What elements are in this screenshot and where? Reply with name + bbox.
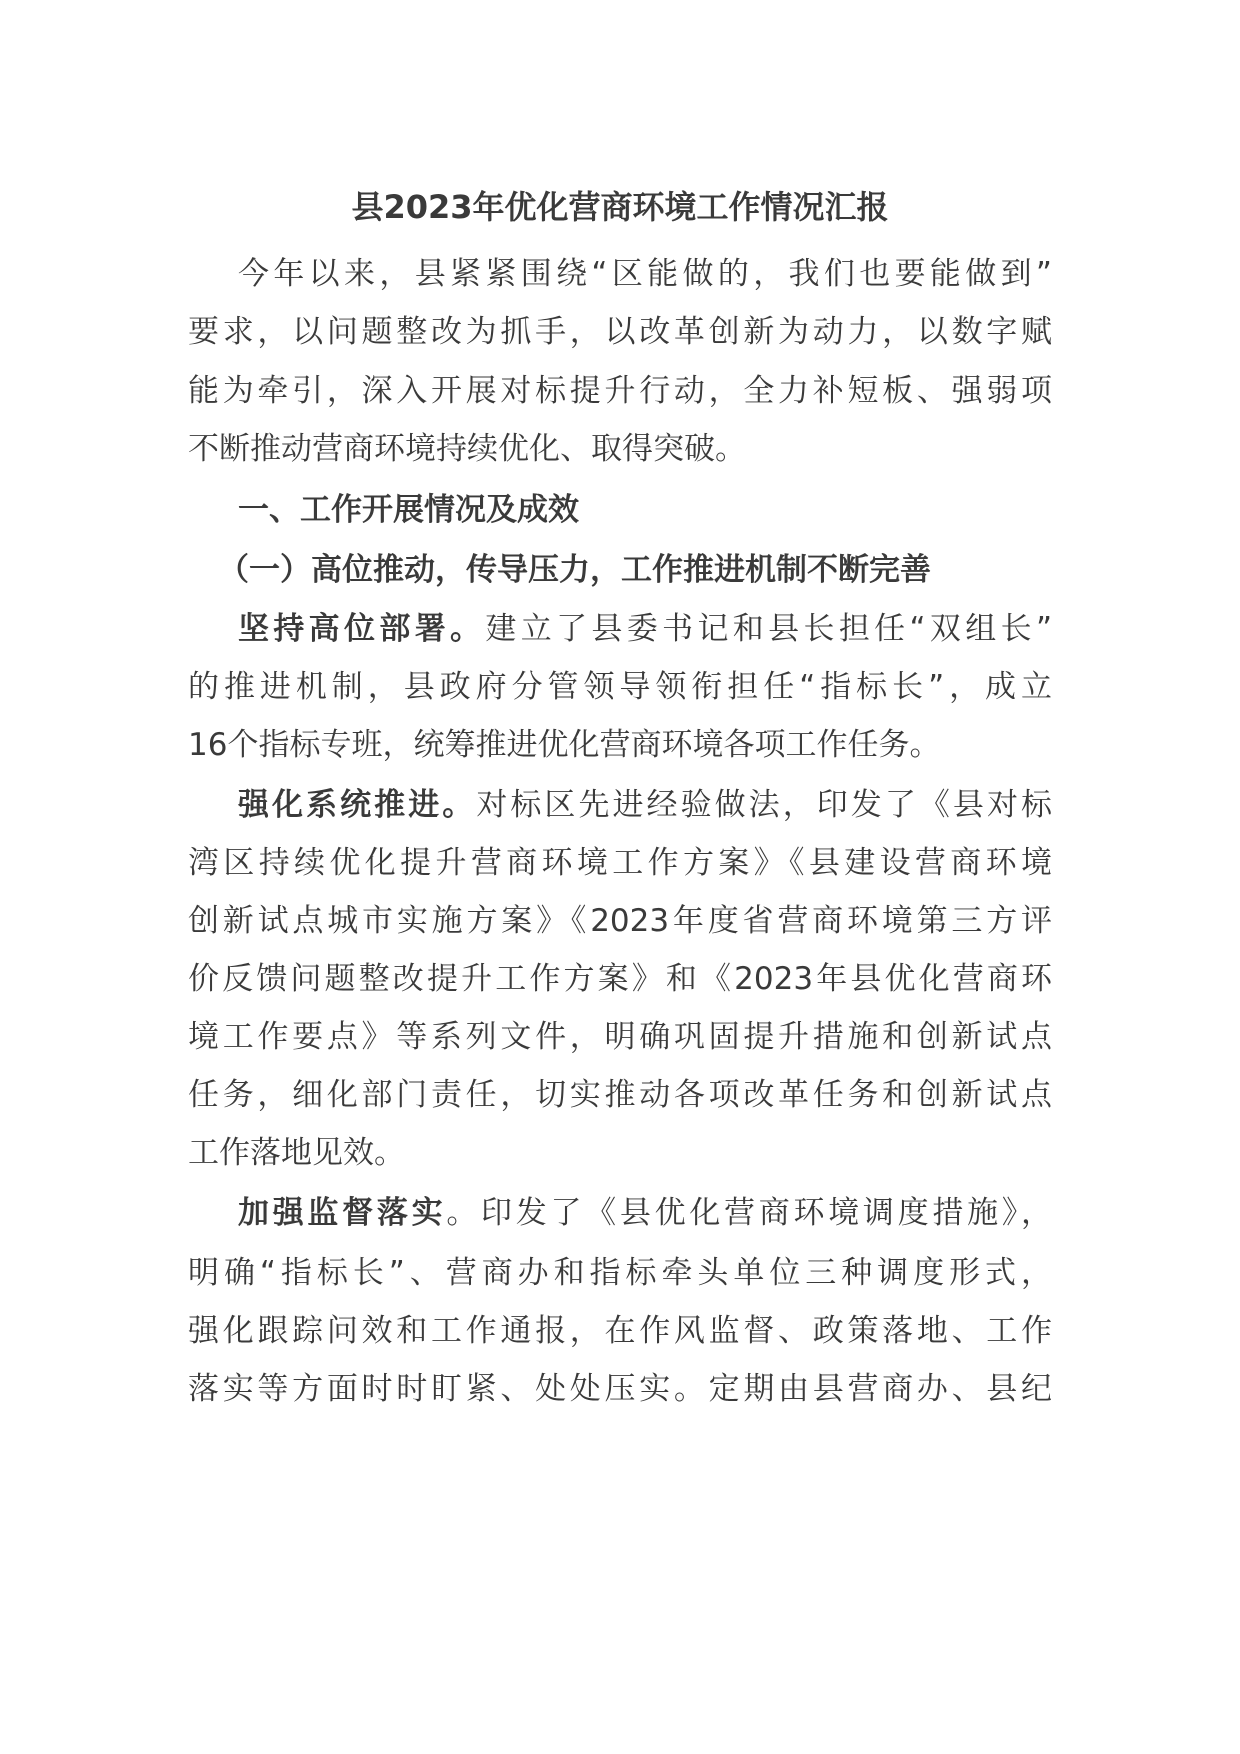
paragraph-line — [238, 607, 1052, 651]
paragraph-line: 任务，细化部门责任，切实推动各项改革任务和创新试点 — [188, 1077, 1052, 1113]
paragraph-line: 价反馈问题整改提升工作方案》和《2023年县优化营商环 — [188, 961, 1052, 997]
paragraph-line — [238, 1191, 1052, 1235]
line-text: 对标区先进经验做法，印发了《县对标 — [476, 787, 1053, 823]
paragraph-line — [238, 783, 1052, 827]
intro-line: 要求，以问题整改为抓手，以改革创新为动力，以数字赋 — [188, 314, 1052, 350]
subsection-heading: （一）高位推动，传导压力，工作推进机制不断完善 — [218, 552, 931, 588]
paragraph-line: 境工作要点》等系列文件，明确巩固提升措施和创新试点 — [188, 1019, 1052, 1055]
lead-phrase: 强化系统推进。 — [238, 787, 477, 823]
paragraph-line: 的推进机制，县政府分管领导领衔担任“指标长”，成立 — [188, 669, 1052, 705]
paragraph-line: 落实等方面时时盯紧、处处压实。定期由县营商办、县纪 — [188, 1371, 1052, 1407]
document-title: 县2023年优化营商环境工作情况汇报 — [351, 188, 889, 226]
line-text: 建立了县委书记和县长担任“双组长” — [485, 611, 1053, 647]
intro-line: 能为牵引，深入开展对标提升行动，全力补短板、强弱项 — [188, 373, 1052, 409]
paragraph-line: 16个指标专班，统筹推进优化营商环境各项工作任务。 — [188, 727, 941, 763]
lead-phrase: 加强监督落实 — [238, 1195, 447, 1231]
section-heading: 一、工作开展情况及成效 — [238, 492, 579, 528]
line-text: 。印发了《县优化营商环境调度措施》， — [446, 1195, 1053, 1231]
lead-phrase: 坚持高位部署。 — [238, 611, 486, 647]
intro-line: 今年以来，县紧紧围绕“区能做的，我们也要能做到” — [238, 256, 1052, 292]
paragraph-line: 强化跟踪问效和工作通报，在作风监督、政策落地、工作 — [188, 1313, 1052, 1349]
paragraph-line: 工作落地见效。 — [188, 1135, 405, 1171]
paragraph-line: 创新试点城市实施方案》《2023年度省营商环境第三方评 — [188, 903, 1052, 939]
paragraph-line: 湾区持续优化提升营商环境工作方案》《县建设营商环境 — [188, 845, 1052, 881]
intro-line: 不断推动营商环境持续优化、取得突破。 — [188, 431, 746, 467]
paragraph-line: 明确“指标长”、营商办和指标牵头单位三种调度形式， — [188, 1255, 1052, 1291]
